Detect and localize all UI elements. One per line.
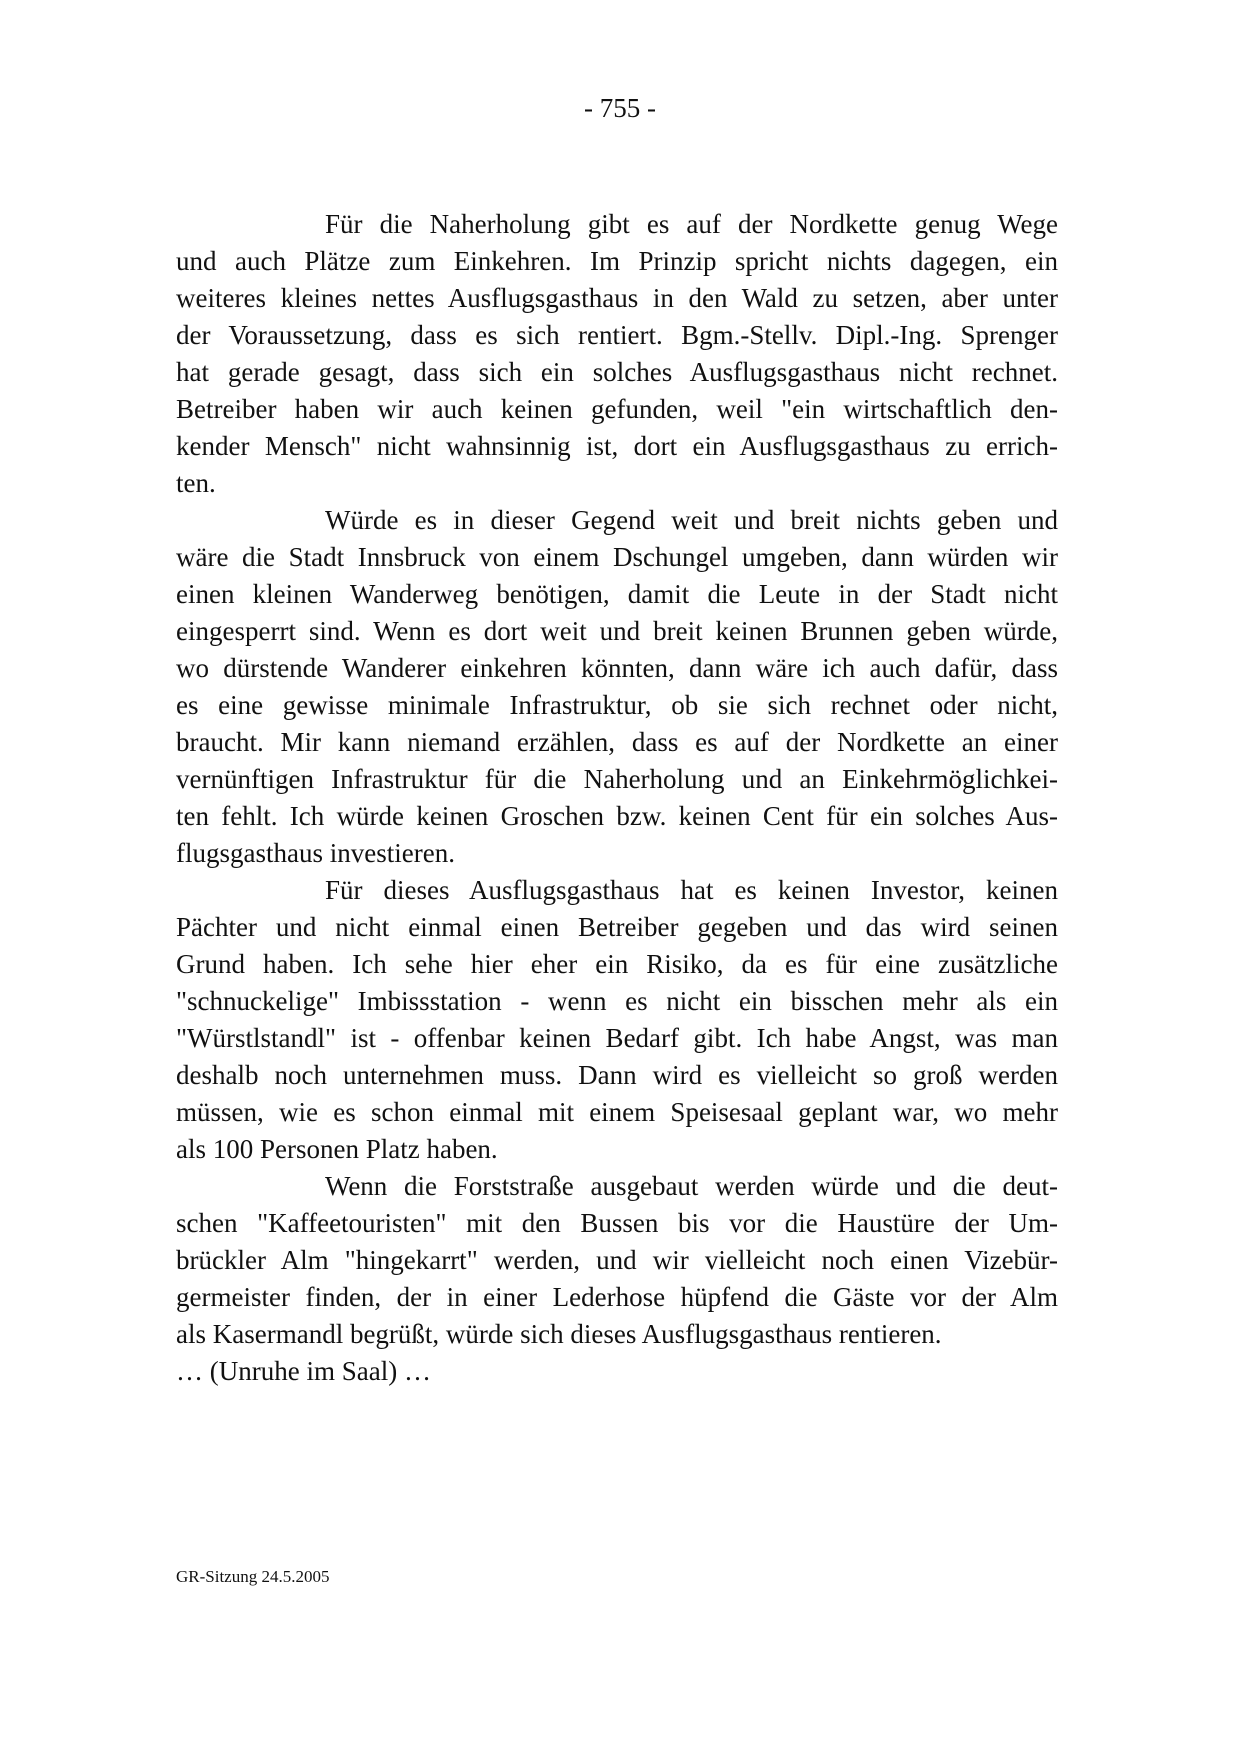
text-line: als 100 Personen Platz haben. [176,1134,498,1164]
text-line: eingesperrt sind. Wenn es dort weit und breit keinen Brunnen geben würde, [176,616,1058,646]
text-line: "schnuckelige" Imbissstation - wenn es nicht ein bisschen mehr als ein [176,986,1058,1016]
text-line: und auch Plätze zum Einkehren. Im Prinzip spricht nichts dagegen, ein [176,246,1058,276]
text-line: hat gerade gesagt, dass sich ein solches Ausflugsgasthaus nicht rechnet. [176,357,1058,387]
text-line: Für die Naherholung gibt es auf der Nordkette genug Wege [325,209,1058,239]
text-line: Wenn die Forststraße ausgebaut werden würde und die deut- [325,1171,1058,1201]
text-line: Betreiber haben wir auch keinen gefunden, weil "ein wirtschaftlich den- [176,394,1058,424]
text-line: deshalb noch unternehmen muss. Dann wird es vielleicht so groß werden [176,1060,1058,1090]
text-line: germeister finden, der in einer Lederhose hüpfend die Gäste vor der Alm [176,1282,1058,1312]
text-line: Für dieses Ausflugsgasthaus hat es keinen Investor, keinen [325,875,1058,905]
text-line: weiteres kleines nettes Ausflugsgasthaus in den Wald zu setzen, aber unter [176,283,1058,313]
text-line: Würde es in dieser Gegend weit und breit nichts geben und [325,505,1058,535]
text-line: braucht. Mir kann niemand erzählen, dass es auf der Nordkette an einer [176,727,1058,757]
stage-direction: … (Unruhe im Saal) … [176,1356,431,1386]
footer-session-date: GR-Sitzung 24.5.2005 [176,1567,330,1586]
text-line: brückler Alm "hingekarrt" werden, und wir vielleicht noch einen Vizebür- [176,1245,1058,1275]
text-line: wäre die Stadt Innsbruck von einem Dschungel umgeben, dann würden wir [176,542,1058,572]
page-number: - 755 - [584,93,656,123]
text-line: ten fehlt. Ich würde keinen Groschen bzw. keinen Cent für ein solches Aus- [176,801,1058,831]
text-line: als Kasermandl begrüßt, würde sich dieses Ausflugsgasthaus rentieren. [176,1319,942,1349]
text-line: vernünftigen Infrastruktur für die Naherholung und an Einkehrmöglichkei- [176,764,1058,794]
text-line: es eine gewisse minimale Infrastruktur, ob sie sich rechnet oder nicht, [176,690,1058,720]
text-line: schen "Kaffeetouristen" mit den Bussen bis vor die Haustüre der Um- [176,1208,1058,1238]
text-line: "Würstlstandl" ist - offenbar keinen Bedarf gibt. Ich habe Angst, was man [176,1023,1058,1053]
text-line: müssen, wie es schon einmal mit einem Speisesaal geplant war, wo mehr [176,1097,1058,1127]
body-text [176,206,1058,1390]
text-line: wo dürstende Wanderer einkehren könnten, dann wäre ich auch dafür, dass [176,653,1058,683]
text-line: flugsgasthaus investieren. [176,838,455,868]
text-line: ten. [176,468,216,498]
text-line: kender Mensch" nicht wahnsinnig ist, dort ein Ausflugsgasthaus zu errich- [176,431,1058,461]
text-line: der Voraussetzung, dass es sich rentiert. Bgm.-Stellv. Dipl.-Ing. Sprenger [176,320,1058,350]
text-line: einen kleinen Wanderweg benötigen, damit die Leute in der Stadt nicht [176,579,1058,609]
text-line: Grund haben. Ich sehe hier eher ein Risiko, da es für eine zusätzliche [176,949,1058,979]
text-line: Pächter und nicht einmal einen Betreiber gegeben und das wird seinen [176,912,1058,942]
